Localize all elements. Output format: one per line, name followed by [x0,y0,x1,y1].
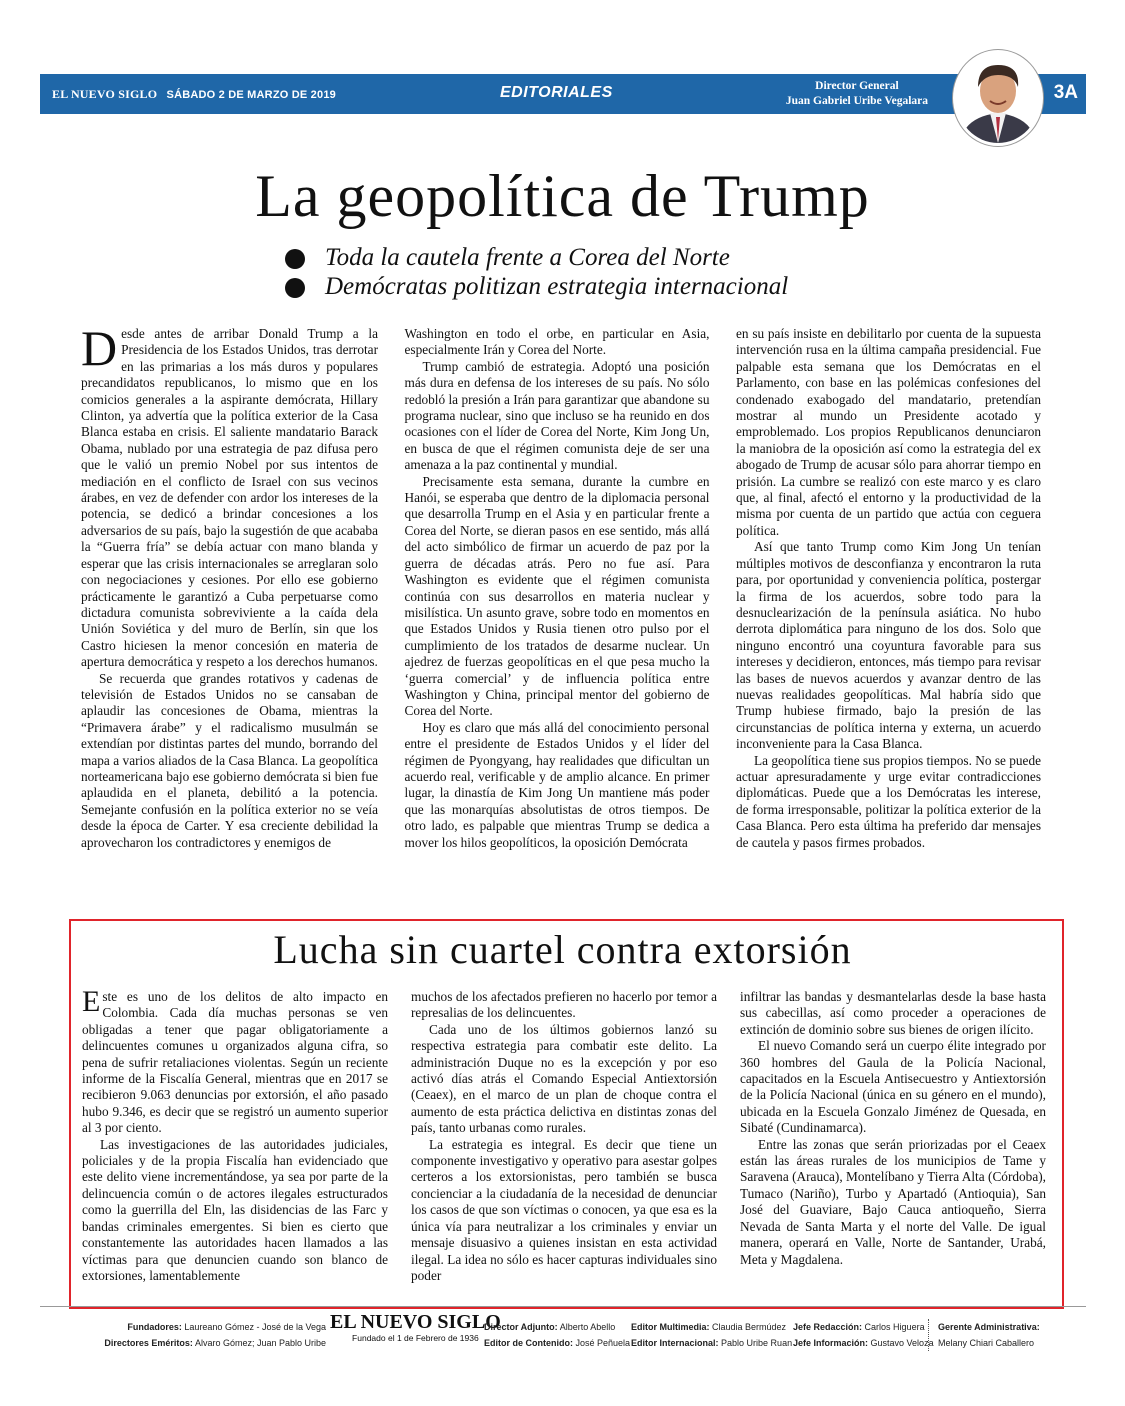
footer-editors-3 [793,1319,934,1351]
masthead-left [52,87,336,102]
paragraph: Se recuerda que grandes rotativos y cadenas de televisión de Estados Unidos no se cansaban de aplaudir las concesiones de Obama, mientras la “Primavera árabe” y el radicalismo musulmán se extendían por distintas partes del mundo, borrando del mapa a varios aliados de la Casa Blanca. La geopolítica norteamericana bajo ese gobierno demócrata si bien fue aplaudida en el planeta, debilitó a la potencia. Semejante confusión en la política exterior no se veía desde la época de Carter. Y esa creciente debilidad la aprovecharon los contradictores y enemigos de [81,670,378,850]
editorial-body [81,320,1041,851]
footer-logo [330,1311,501,1343]
paragraph-text: ste es uno de los delitos de alto impacto en Colombia. Cada día muchas personas se ven obligadas a tener que pagar obligatoriamente a delincuentes comunes u organizados alguna cifra, so pena de sufrir retaliaciones violentas. Según un reciente informe de la Fiscalía General, mientras que en 2017 se recibieron 9.063 denuncias por extorsión, el año pasado hubo 9.346, es decir que se registró un aumento superior al 3 por ciento. [82,989,388,1136]
section-title: EDITORIALES [500,84,613,101]
manager: Melany Chiari Caballero [938,1338,1035,1348]
article-column-3 [740,989,1046,1284]
subhead-1 [285,243,788,272]
director-title: Director General [815,80,899,92]
editorial-title-2: Lucha sin cuartel contra extorsión [273,927,852,972]
article-column-2 [405,326,710,851]
info-label: Jefe Información: [793,1338,869,1348]
deputy-label: Director Adjunto: [484,1322,558,1332]
article-column-1 [81,320,378,851]
newsroom-label: Jefe Redacción: [793,1322,863,1332]
subhead-text: Toda la cautela frente a Corea del Norte [325,244,730,271]
page-number: 3A [1053,82,1078,103]
masthead-date: SÁBADO 2 DE MARZO DE 2019 [166,89,336,101]
director-name: Juan Gabriel Uribe Vegalara [785,95,928,107]
founders-label: Fundadores: [127,1322,182,1332]
footer-founders [96,1319,326,1351]
paragraph: Así que tanto Trump como Kim Jong Un tenían múltiples motivos de desconfianza y encontraron la ruta para, por oportunidad y conveniencia política, postergar la firma de los acuerdos, sobre todo para la desnuclearización de la península asiática. No hubo derrota diplomática para ninguno de los dos. Solo que ninguno encontró una coyuntura favorable para sus intereses y decidieron, entonces, más tiempo para revisar las bases de nuevos acuerdos y avanzar dentro de las nuevas realidades geopolíticas. Mal habría sido que Trump hubiese firmado, bajo la presión de las circunstancias de política interna y externa, un acuerdo inconveniente para la Casa Blanca. [736,539,1041,752]
paragraph: Hoy es claro que más allá del conocimiento personal entre el presidente de Estados Unidos y el líder del régimen de Pyongyang, hay realidades que dificultan un acuerdo real, verificable y de amplio alcance. En primer lugar, la dinastía de Kim Jong Un mantiene más poder que las monarquías absolutistas de otros tiempos. De otro lado, es palpable que mientras Trump se dedica a mover los hilos geopolíticos, la oposición Demócrata [404,719,710,850]
info-chief: Gustavo Veloza [870,1338,934,1348]
subhead-text: Demócratas politizan estrategia internacional [325,273,789,300]
intl-editor: Pablo Uribe Ruan [721,1338,793,1348]
paragraph: Entre las zonas que serán priorizadas por el Ceaex están las áreas rurales de los municipios de Tame y Saravena (Arauca), Montelíbano y Tierra Alta (Córdoba), Tumaco (Nariño), Turbo y Apartadó (Antioquia), San José del Guaviare, Bajo Cauca antioqueño, Sierra Nevada de Santa Marta y el norte del Valle. De igual manera, operará en Valle, Norte de Santander, Urabá, Meta y Magdalena. [740,1136,1046,1267]
founded-date: Fundado el 1 de Febrero de 1936 [352,1333,479,1343]
paragraph: infiltrar las bandas y desmantelarlas desde la base hasta sus cabecillas, así como proceder a operaciones de extinción de dominio sobre sus bienes de origen ilícito. [740,989,1046,1037]
intl-label: Editor Internacional: [631,1338,719,1348]
paragraph [81,320,378,671]
masthead-brand: EL NUEVO SIGLO [52,87,158,101]
drop-cap: D [81,320,118,376]
paragraph: Trump cambió de estrategia. Adoptó una posición más dura en defensa de los intereses de su país. No sólo redobló la presión a Irán para garantizar que abandone su programa nuclear, sino que incluso se ha reunido en dos ocasiones con el líder de Corea del Norte, Kim Jong Un, en busca de que el régimen comunista deje de ser una amenaza a la paz continental y mundial. [404,358,710,473]
paragraph: muchos de los afectados prefieren no hacerlo por temor a represalias de los delincuentes. [411,989,717,1021]
manager-label: Gerente Administrativa: [938,1322,1040,1332]
article-column-2 [411,989,717,1284]
emeritus: Alvaro Gómez; Juan Pablo Uribe [194,1338,326,1348]
paragraph-text: esde antes de arribar Donald Trump a la Presidencia de los Estados Unidos, tras derrotar en las primarias a los más duros y populares precandidatos republicanos, lo mismo que en los comicios generales a la aspirante demócrata, Hillary Clinton, ya advertía que la política exterior de la Casa Blanca estaba en crisis. El saliente mandatario Barack Obama, nublado por una estrategia de paz difusa pero que le valió un premio Nobel por sus intentos de mediación en el conflicto de Israel con sus vecinos árabes, en vez de defender con ardor los intereses de la potencia, se dedicó a brindar concesiones a los adversarios de su país, bajo la sugestión de que acababa la “Guerra fría” se debía actuar con mano blanda y esperar que las crisis internacionales se arreglaran solo con negociaciones y cesiones. Por ello ese gobierno prácticamente le garantizó a Cuba perpetuarse como dictadura comunista sobreviviente a la caída dela Unión Soviética y del muro de Berlín, sin que los Castro hiciesen la menor concesión en materia de apertura democrática y respeto a los derechos humanos. [81,326,378,670]
subhead-2 [285,272,788,301]
bullet-icon [285,249,305,269]
footer-editors-1 [484,1319,630,1351]
multimedia-editor: Claudia Bermúdez [712,1322,787,1332]
paragraph [82,985,388,1137]
director-portrait [953,50,1043,146]
paragraph: Cada uno de los últimos gobiernos lanzó su respectiva estrategia para combatir este delito. La administración Duque no es la excepción y por eso activó días atrás el Comando Especial Antiextorsión (Ceaex), en el marco de un plan de choque contra el aumento de esta práctica delictiva en distintas zonas del país, tanto urbanas como rurales. [411,1021,717,1136]
paragraph: Precisamente esta semana, durante la cumbre en Hanói, se esperaba que dentro de la diplomacia personal que desarrolla Trump en el Asia y en particular frente a Corea del Norte, se dieran pasos en ese sentido, más allá del acto simbólico de firmar un acuerdo de paz por la guerra de décadas atrás. Pero no fue así. Para Washington es evidente que el régimen comunista continúa con sus desarrollos en materia nuclear y misilística. Un asunto grave, sobre todo en momentos en que Estados Unidos y Rusia tienen otro pulso por el cumplimiento de los tratados de desarme nuclear. Un ajedrez de fuerzas geopolíticas en el que pesa mucho la ‘guerra comercial’ y de influencia política entre Washington y China, principal mentor del gobierno de Corea del Norte. [404,473,710,719]
footer-manager [928,1319,1040,1351]
paragraph: La geopolítica tiene sus propios tiempos. No se puede actuar apresuradamente y urge evitar contradicciones diplomáticas. Puede que a los Demócratas les interese, de forma irresponsable, politizar la política exterior de la Casa Blanca. Pero esta última ha preferido dar mensajes de cautela y pasos firmes probados. [736,752,1041,850]
paragraph: en su país insiste en debilitarlo por cuenta de la supuesta intervención rusa en la última campaña presidencial. Fue palpable esta semana que los Demócratas en el Parlamento, con base en las polémicas confesiones del condenado exabogado del mandatario, pretendían mostrar al mundo un Presidente acotado y emproblemado. Los propios Republicanos denunciaron la maniobra de la oposición así como la estrategia del ex abogado de Trump de acusar sólo para ahorrar tiempo en prisión. La cumbre se realizó con este marco y es claro que, al final, afectó el entorno y la productividad de la misma por cuenta de un partido que actúa con ceguera política. [736,326,1041,538]
paragraph: Washington en todo el orbe, en particular en Asia, especialmente Irán y Corea del Norte. [404,326,710,358]
article-column-1 [82,985,388,1284]
emeritus-label: Directores Eméritos: [104,1338,193,1348]
person-portrait-icon [956,53,1040,143]
director-credit [786,79,928,109]
editorial-title: La geopolítica de Trump [255,163,870,229]
paragraph: La estrategia es integral. Es decir que tiene un componente investigativo y operativo para asestar golpes certeros a los extorsionistas, pero también se busca concienciar a la ciudadanía de la necesidad de denunciar los casos de que son víctimas o conocen, ya que esa es la única vía para neutralizar a los criminales y enviar un mensaje disuasivo a quienes insistan en esta actividad ilegal. La idea no sólo es hacer capturas individuales sino poder [411,1136,717,1283]
multimedia-label: Editor Multimedia: [631,1322,710,1332]
editorial-subheads [285,243,788,301]
founders: Laureano Gómez - José de la Vega [184,1322,326,1332]
editorial-body-2 [82,985,1046,1284]
newsroom-chief: Carlos Higuera [864,1322,925,1332]
content-editor: José Peñuela [575,1338,631,1348]
paragraph: El nuevo Comando será un cuerpo élite integrado por 360 hombres del Gaula de la Policía Nacional, capacitados en la Escuela Antisecuestro y Antiextorsión de la Policía Nacional (única en su género en el mundo), ubicada en la Escuela Gonzalo Jiménez de Quesada, en Sibaté (Cundinamarca). [740,1038,1046,1136]
footer-rule [40,1306,1086,1307]
paragraph: Las investigaciones de las autoridades judiciales, policiales y de la propia Fiscalía han evidenciado que este delito viene incrementándose, ya sea por parte de la delincuencia común o de actores ilegales estructurados como la guerrilla del Eln, las disidencias de las Farc y bandas criminales emergentes. Si bien es cierto que constantemente las autoridades hacen llamados a las víctimas para que denuncien cuando son blanco de extorsiones, lamentablemente [82,1136,388,1283]
logo-text: EL NUEVO SIGLO [330,1311,501,1333]
masthead-bar [40,74,1086,114]
content-label: Editor de Contenido: [484,1338,573,1348]
bullet-icon [285,278,305,298]
drop-cap: E [82,985,101,1018]
footer-editors-2 [631,1319,792,1351]
deputy: Alberto Abello [559,1322,616,1332]
article-column-3 [736,326,1041,851]
